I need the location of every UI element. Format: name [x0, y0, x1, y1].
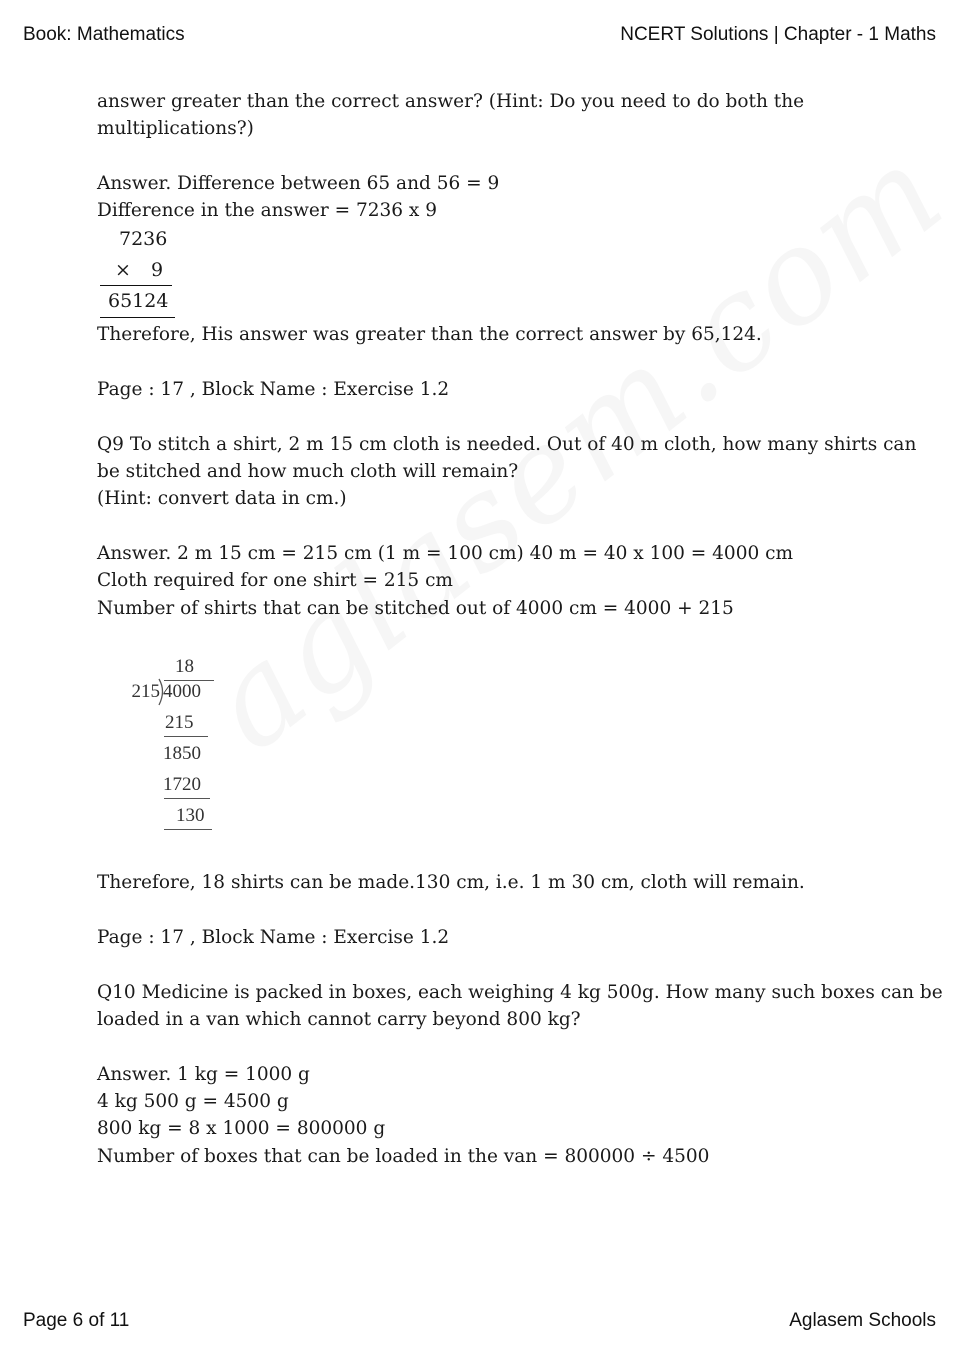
block-label-1: Page : 17 , Block Name : Exercise 1.2 [97, 379, 450, 400]
division-step1: 215 [165, 712, 194, 733]
division-remainder: 130 [176, 805, 205, 826]
division-step1-rule [164, 736, 208, 737]
division-remainder-rule [164, 829, 212, 830]
q9-answer-line1: Answer. 2 m 15 cm = 215 cm (1 m = 100 cm) 40 m = 40 x 100 = 4000 cm [97, 543, 794, 564]
q10-answer-line1: Answer. 1 kg = 1000 g [97, 1064, 310, 1085]
q9-question-hint: (Hint: convert data in cm.) [97, 488, 347, 509]
q10-question-line1: Q10 Medicine is packed in boxes, each weighing 4 kg 500g. How many such boxes can be [97, 982, 943, 1003]
q8-question-line1: answer greater than the correct answer? (Hint: Do you need to do both the [97, 91, 805, 112]
q10-answer-line4: Number of boxes that can be loaded in the van = 800000 ÷ 4500 [97, 1146, 710, 1167]
q9-question-line1: Q9 To stitch a shirt, 2 m 15 cm cloth is needed. Out of 40 m cloth, how many shirts can [97, 434, 917, 455]
block-label-2: Page : 17 , Block Name : Exercise 1.2 [97, 927, 450, 948]
q9-conclusion: Therefore, 18 shirts can be made.130 cm, i.e. 1 m 30 cm, cloth will remain. [97, 872, 805, 893]
division-step2: 1850 [163, 743, 201, 764]
header-chapter-title: NCERT Solutions | Chapter - 1 Maths [620, 24, 936, 45]
multiplier: 9 [151, 259, 164, 281]
division-dividend: 4000 [163, 681, 201, 702]
q9-question-line2: be stitched and how much cloth will remain? [97, 461, 519, 482]
q8-conclusion: Therefore, His answer was greater than the correct answer by 65,124. [97, 324, 762, 345]
multiply-sign: × [115, 259, 131, 281]
q10-answer-line2: 4 kg 500 g = 4500 g [97, 1091, 289, 1112]
footer-page-number: Page 6 of 11 [23, 1310, 130, 1331]
header-book-title: Book: Mathematics [23, 24, 185, 45]
q10-answer-line3: 800 kg = 8 x 1000 = 800000 g [97, 1118, 386, 1139]
division-divisor: 215 [131, 681, 160, 702]
q9-answer-line3: Number of shirts that can be stitched out of 4000 cm = 4000 + 215 [97, 598, 734, 619]
multiplicand: 7236 [119, 228, 168, 250]
q10-question-line2: loaded in a van which cannot carry beyond 800 kg? [97, 1009, 581, 1030]
q8-answer-line1: Answer. Difference between 65 and 56 = 9 [97, 173, 500, 194]
footer-publisher: Aglasem Schools [789, 1310, 936, 1331]
division-quotient: 18 [175, 656, 194, 677]
division-step3-rule [164, 798, 210, 799]
multiplication-rule-bottom [100, 317, 175, 318]
multiplication-result: 65124 [108, 290, 169, 312]
q8-answer-line2: Difference in the answer = 7236 x 9 [97, 200, 438, 221]
multiplication-rule-top [100, 285, 172, 286]
q9-answer-line2: Cloth required for one shirt = 215 cm [97, 570, 453, 591]
q8-question-line2: multiplications?) [97, 118, 254, 139]
division-step3: 1720 [163, 774, 201, 795]
